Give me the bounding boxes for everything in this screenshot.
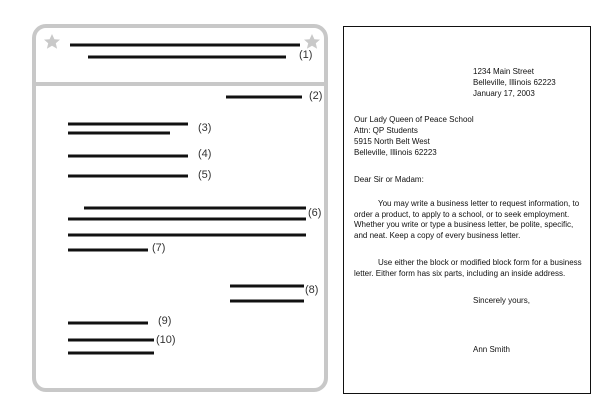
signature: Ann Smith: [473, 345, 510, 354]
label-10: (10): [156, 334, 176, 346]
label-4: (4): [198, 148, 212, 160]
body-paragraph-2: Use either the block or modified block form for a business letter. Either form has six parts, including an inside address.: [354, 258, 582, 278]
label-8: (8): [305, 284, 319, 296]
label-2: (2): [309, 90, 323, 102]
sample-letter: [343, 26, 591, 394]
inside-address-city: Belleville, Illinois 62223: [354, 148, 437, 157]
inside-address-name: Our Lady Queen of Peace School: [354, 115, 474, 124]
inside-address-street: 5915 North Belt West: [354, 137, 430, 146]
label-5: (5): [198, 169, 212, 181]
heading-city: Belleville, Illinois 62223: [473, 78, 556, 87]
inside-address-attn: Attn: QP Students: [354, 126, 418, 135]
closing: Sincerely yours,: [473, 296, 530, 305]
body-paragraph-1: You may write a business letter to request information, to order a product, to apply to a school, or to seek employment. Whether you write or type a business letter, be polite, specific, and neat. Keep a copy of every business letter.: [354, 199, 580, 240]
heading-date: January 17, 2003: [473, 89, 535, 98]
label-1: (1): [299, 49, 313, 61]
heading-street: 1234 Main Street: [473, 67, 534, 76]
label-9: (9): [158, 315, 172, 327]
label-7: (7): [152, 242, 166, 254]
salutation: Dear Sir or Madam:: [354, 175, 424, 184]
label-3: (3): [198, 122, 212, 134]
label-6: (6): [308, 207, 322, 219]
